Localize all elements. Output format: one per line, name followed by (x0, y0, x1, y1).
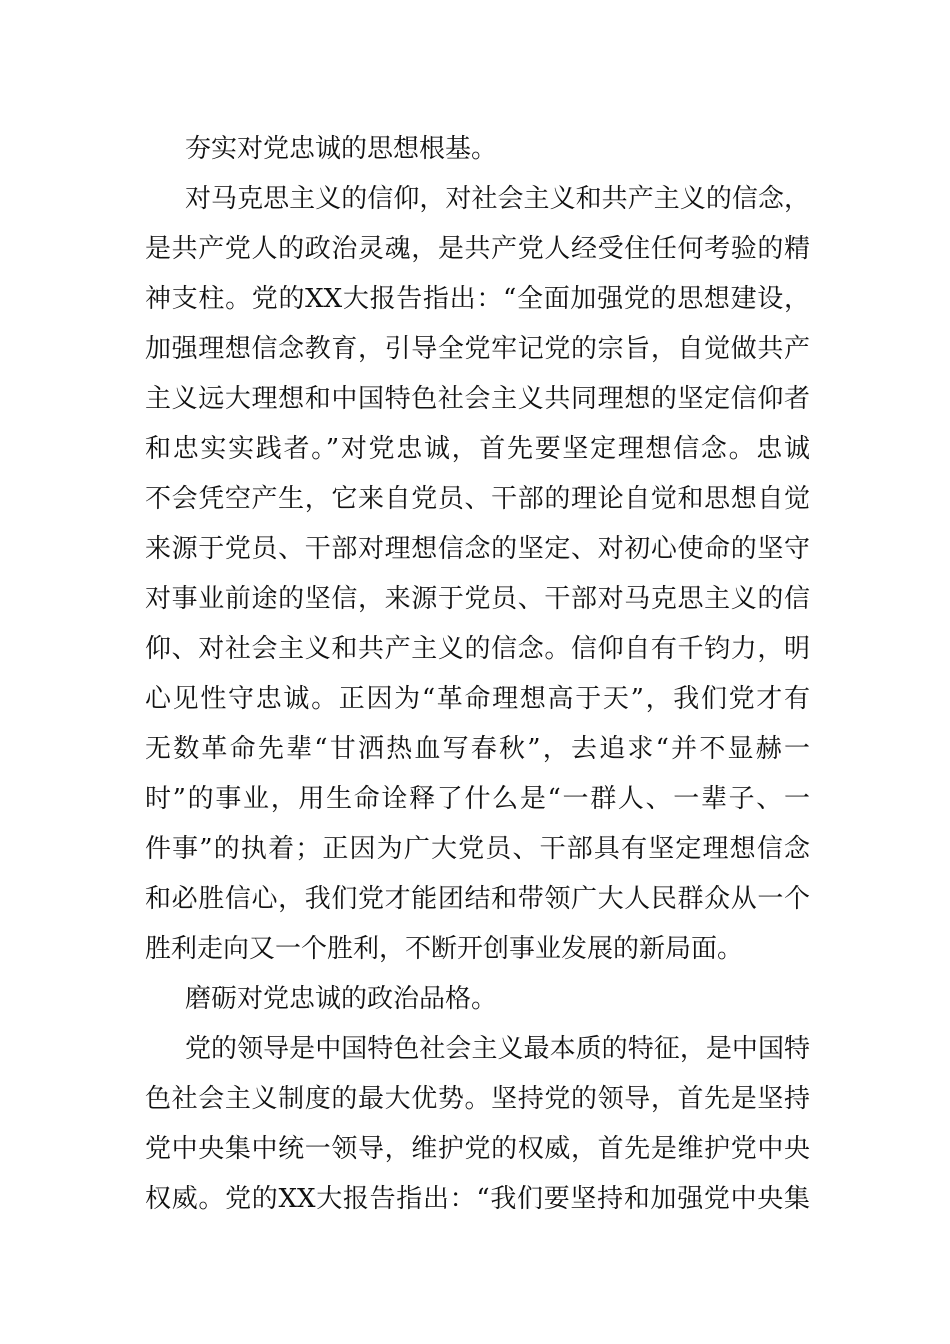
paragraph-line: 对事业前途的坚信，来源于党员、干部对马克思主义的信 (145, 584, 810, 614)
paragraph-line: 对马克思主义的信仰，对社会主义和共产主义的信念， (185, 184, 810, 214)
heading-line-2: 磨砺对党忠诚的政治品格。 (185, 984, 498, 1014)
paragraph-line: 时”的事业，用生命诠释了什么是“一群人、一辈子、一 (145, 784, 810, 814)
paragraph-line: 和忠实实践者。”对党忠诚，首先要坚定理想信念。忠诚 (145, 434, 810, 464)
paragraph-line: 件事”的执着；正因为广大党员、干部具有坚定理想信念 (145, 834, 810, 864)
heading-line-1: 夯实对党忠诚的思想根基。 (185, 134, 498, 164)
paragraph-line: 是共产党人的政治灵魂，是共产党人经受住任何考验的精 (145, 234, 810, 264)
paragraph-line: 主义远大理想和中国特色社会主义共同理想的坚定信仰者 (145, 384, 810, 414)
paragraph-line: 党中央集中统一领导，维护党的权威，首先是维护党中央 (145, 1134, 810, 1164)
paragraph-line: 神支柱。党的XX大报告指出：“全面加强党的思想建设， (145, 284, 810, 314)
paragraph-line: 和必胜信心，我们党才能团结和带领广大人民群众从一个 (145, 884, 810, 914)
paragraph-line: 心见性守忠诚。正因为“革命理想高于天”，我们党才有 (145, 684, 810, 714)
paragraph-line: 胜利走向又一个胜利，不断开创事业发展的新局面。 (145, 934, 744, 964)
paragraph-line: 不会凭空产生，它来自党员、干部的理论自觉和思想自觉 (145, 484, 810, 514)
paragraph-line: 权威。党的XX大报告指出：“我们要坚持和加强党中央集 (145, 1184, 810, 1214)
paragraph-line: 党的领导是中国特色社会主义最本质的特征，是中国特 (185, 1034, 810, 1064)
paragraph-line: 加强理想信念教育，引导全党牢记党的宗旨，自觉做共产 (145, 334, 810, 364)
paragraph-line: 无数革命先辈“甘洒热血写春秋”，去追求“并不显赫一 (145, 734, 810, 764)
paragraph-line: 来源于党员、干部对理想信念的坚定、对初心使命的坚守 (145, 534, 810, 564)
paragraph-line: 仰、对社会主义和共产主义的信念。信仰自有千钧力，明 (145, 634, 810, 664)
paragraph-line: 色社会主义制度的最大优势。坚持党的领导，首先是坚持 (145, 1084, 810, 1114)
